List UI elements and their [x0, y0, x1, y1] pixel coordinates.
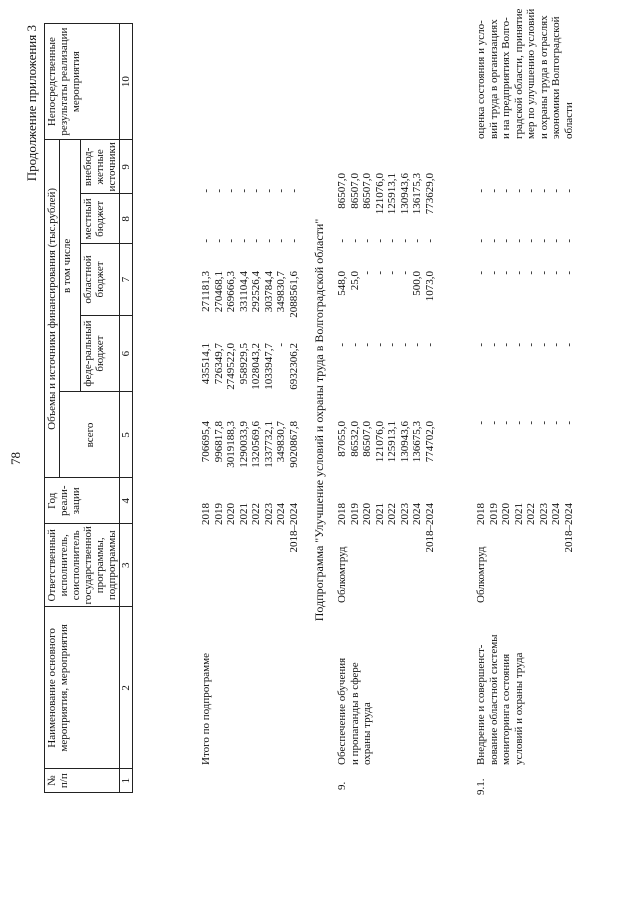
total-cell: 86507,0 — [361, 421, 373, 457]
total-cell: - — [537, 421, 550, 425]
regional-cell: 548,0 — [336, 271, 348, 296]
total-cell: 121076,0 — [373, 421, 386, 463]
hdr-local: местный бюджет — [81, 194, 120, 244]
hdr-regional: областной бюджет — [81, 244, 120, 315]
regional-cell: 292526,4 — [250, 271, 262, 313]
federal-cell: - — [373, 343, 386, 347]
local-cell: - — [550, 239, 562, 243]
result-line: области — [562, 102, 575, 139]
year-cell: 2024 — [411, 503, 423, 525]
page-number: 78 — [8, 452, 23, 465]
federal-cell: - — [423, 343, 436, 347]
total-cell: 87055,0 — [336, 421, 348, 457]
colnum-4: 4 — [120, 478, 133, 524]
colnum-1: 1 — [120, 769, 133, 793]
year-cell: 2018–2024 — [562, 503, 575, 553]
row91-result — [475, 8, 575, 139]
row9-years-col — [336, 503, 436, 561]
regional-cell: - — [398, 271, 411, 275]
local-cell: - — [411, 239, 423, 243]
federal-cell: - — [537, 343, 550, 347]
local-cell: - — [287, 239, 300, 243]
total-cell: 774702,0 — [423, 421, 436, 463]
row9-extra-col — [336, 173, 436, 235]
local-cell: - — [200, 239, 212, 243]
result-line: и охраны труда в отраслях — [537, 15, 550, 139]
year-cell: 2019 — [212, 503, 225, 525]
local-cell: - — [525, 239, 537, 243]
hdr-executor: Ответственный исполнитель, соисполнитель государственной программы, подпрограммы — [45, 524, 120, 607]
total-cell: - — [562, 421, 575, 425]
extra-cell: 136175,3 — [411, 173, 423, 215]
federal-cell: 1028043,2 — [250, 343, 262, 390]
hdr-financing: Объемы и источники финансирования (тыс.рублей) — [45, 140, 60, 478]
continuation-note: Продолжение приложения 3 — [24, 25, 39, 182]
regional-cell: 271181,3 — [200, 271, 212, 312]
federal-cell: - — [475, 343, 487, 347]
extra-cell: 773629,0 — [423, 173, 436, 215]
row91-federal-col — [475, 343, 575, 419]
extra-cell: - — [525, 189, 537, 193]
row91-num: 9.1. — [475, 778, 487, 795]
year-cell: 2023 — [537, 503, 550, 525]
year-cell: 2020 — [361, 503, 373, 525]
colnum-5: 5 — [120, 392, 133, 478]
total-cell: 130943,6 — [398, 421, 411, 463]
federal-cell: - — [386, 343, 398, 347]
extra-cell: - — [250, 189, 262, 193]
federal-cell: - — [487, 343, 500, 347]
row91-executor: Облкомтруд — [475, 546, 487, 603]
regional-cell: - — [550, 271, 562, 275]
total-local-col — [200, 239, 300, 269]
year-cell: 2018–2024 — [287, 503, 300, 553]
total-cell: 349830,7 — [275, 421, 287, 463]
federal-cell: - — [398, 343, 411, 347]
regional-cell: 2088561,6 — [287, 271, 300, 318]
total-regional-col — [200, 271, 300, 341]
subprogram-title: Подпрограмма "Улучшение условий и охраны труда в Волгоградской области" — [312, 218, 326, 622]
federal-cell: - — [275, 343, 287, 347]
year-cell: 2024 — [550, 503, 562, 525]
local-cell: - — [398, 239, 411, 243]
total-cell: 86532,0 — [348, 421, 361, 457]
result-line: оценка состояния и усло- — [475, 20, 487, 139]
total-cell: - — [500, 421, 512, 425]
name-line: и пропаганды в сфере — [348, 662, 361, 765]
total-cell: 1320569,6 — [250, 421, 262, 468]
regional-cell: - — [525, 271, 537, 275]
year-cell: 2023 — [262, 503, 275, 525]
colnum-7: 7 — [120, 244, 133, 315]
name-line: мониторинга состояния — [500, 653, 512, 765]
hdr-federal: феде-ральный бюджет — [81, 315, 120, 392]
year-cell: 2021 — [237, 503, 250, 525]
name-line: условий и охраны труда — [512, 652, 525, 765]
colnum-10: 10 — [120, 24, 133, 140]
regional-cell: 270468,1 — [212, 271, 225, 313]
regional-cell: 500,0 — [411, 271, 423, 296]
year-cell: 2018–2024 — [423, 503, 436, 553]
row91-name — [475, 605, 525, 765]
extra-cell: - — [262, 189, 275, 193]
total-federal-col — [200, 343, 300, 419]
local-cell: - — [225, 239, 237, 243]
regional-cell: - — [487, 271, 500, 275]
year-cell: 2023 — [398, 503, 411, 525]
year-cell: 2022 — [386, 503, 398, 525]
local-cell: - — [237, 239, 250, 243]
extra-cell: - — [500, 189, 512, 193]
year-cell: 2018 — [475, 503, 487, 525]
extra-cell: 130943,6 — [398, 173, 411, 215]
hdr-extra: внебюд-жетные источники — [81, 140, 120, 194]
local-cell: - — [537, 239, 550, 243]
local-cell: - — [500, 239, 512, 243]
total-years-col — [200, 503, 300, 561]
local-cell: - — [475, 239, 487, 243]
name-line: Внедрение и совершенст- — [475, 644, 487, 765]
row91-local-col — [475, 239, 575, 269]
total-cell: 3019188,3 — [225, 421, 237, 468]
total-cell: - — [475, 421, 487, 425]
regional-cell: - — [373, 271, 386, 275]
name-line: Обеспечение обучения — [336, 657, 348, 765]
extra-cell: - — [537, 189, 550, 193]
total-cell: 9020867,8 — [287, 421, 300, 468]
regional-cell: 331104,4 — [237, 271, 250, 312]
federal-cell: - — [500, 343, 512, 347]
local-cell: - — [423, 239, 436, 243]
regional-cell: - — [537, 271, 550, 275]
hdr-num: № п/п — [45, 769, 120, 793]
colnum-8: 8 — [120, 194, 133, 244]
federal-cell: 726349,7 — [212, 343, 225, 385]
local-cell: - — [336, 239, 348, 243]
local-cell: - — [373, 239, 386, 243]
total-cell: 136675,3 — [411, 421, 423, 463]
extra-cell: - — [237, 189, 250, 193]
year-cell: 2020 — [225, 503, 237, 525]
total-cell: - — [550, 421, 562, 425]
row9-num: 9. — [336, 781, 348, 790]
row91-regional-col — [475, 271, 575, 341]
regional-cell: 25,0 — [348, 271, 361, 291]
total-cell: 706695,4 — [200, 421, 212, 463]
federal-cell: - — [562, 343, 575, 347]
year-cell: 2022 — [525, 503, 537, 525]
row91-total-col — [475, 421, 575, 501]
row9-federal-col — [336, 343, 436, 419]
regional-cell: - — [386, 271, 398, 275]
federal-cell: - — [512, 343, 525, 347]
local-cell: - — [212, 239, 225, 243]
local-cell: - — [348, 239, 361, 243]
row9-local-col — [336, 239, 436, 269]
hdr-name: Наименование основного мероприятия, мероприятия — [45, 607, 120, 769]
year-cell: 2018 — [336, 503, 348, 525]
result-line: мер по улучшению условий — [525, 8, 537, 139]
total-cell: - — [487, 421, 500, 425]
regional-cell: - — [512, 271, 525, 275]
row9-executor: Облкомтруд — [336, 546, 348, 603]
result-line: экономики Волгоградской — [550, 16, 562, 139]
total-cell: 125913,1 — [386, 421, 398, 463]
regional-cell: - — [475, 271, 487, 275]
extra-cell: 121076,0 — [373, 173, 386, 215]
federal-cell: 2749522,0 — [225, 343, 237, 390]
hdr-total: всего — [60, 392, 120, 478]
regional-cell: 303784,4 — [262, 271, 275, 313]
hdr-year: Год реали-зации — [45, 478, 120, 524]
regional-cell: - — [562, 271, 575, 275]
row91-extra-col — [475, 189, 575, 219]
local-cell: - — [386, 239, 398, 243]
total-total-col — [200, 421, 300, 501]
federal-cell: - — [550, 343, 562, 347]
total-cell: - — [525, 421, 537, 425]
extra-cell: - — [475, 189, 487, 193]
total-cell: - — [512, 421, 525, 425]
federal-cell: - — [336, 343, 348, 347]
extra-cell: - — [200, 189, 212, 193]
regional-cell: 1073,0 — [423, 271, 436, 302]
name-line: охраны труда — [361, 702, 373, 765]
result-line: и на предприятиях Волго- — [500, 17, 512, 139]
extra-cell: 86507,0 — [336, 173, 348, 209]
federal-cell: 958929,5 — [237, 343, 250, 385]
year-cell: 2021 — [512, 503, 525, 525]
local-cell: - — [361, 239, 373, 243]
federal-cell: - — [348, 343, 361, 347]
year-cell: 2019 — [487, 503, 500, 525]
federal-cell: - — [411, 343, 423, 347]
total-extra-col — [200, 189, 300, 219]
extra-cell: 125913,1 — [386, 173, 398, 215]
regional-cell: 269666,3 — [225, 271, 237, 313]
colnum-2: 2 — [120, 607, 133, 769]
year-cell: 2021 — [373, 503, 386, 525]
extra-cell: - — [562, 189, 575, 193]
table-header — [44, 23, 133, 793]
total-cell: 1337732,1 — [262, 421, 275, 468]
local-cell: - — [487, 239, 500, 243]
extra-cell: 86507,0 — [348, 173, 361, 209]
total-cell: 1290033,9 — [237, 421, 250, 468]
regional-cell: - — [361, 271, 373, 275]
hdr-results: Непосредственные результаты реализации мероприятия — [45, 24, 120, 140]
year-cell: 2018 — [200, 503, 212, 525]
name-line: вование областной системы — [487, 634, 500, 765]
extra-cell: - — [512, 189, 525, 193]
federal-cell: 435514,1 — [200, 343, 212, 385]
federal-cell: 1033947,7 — [262, 343, 275, 390]
year-cell: 2019 — [348, 503, 361, 525]
federal-cell: 6932306,2 — [287, 343, 300, 390]
result-line: вий труда в организациях — [487, 19, 500, 139]
local-cell: - — [250, 239, 262, 243]
extra-cell: 86507,0 — [361, 173, 373, 209]
year-cell: 2020 — [500, 503, 512, 525]
year-cell: 2024 — [275, 503, 287, 525]
row9-regional-col — [336, 271, 436, 341]
local-cell: - — [562, 239, 575, 243]
federal-cell: - — [525, 343, 537, 347]
colnum-9: 9 — [120, 140, 133, 194]
extra-cell: - — [287, 189, 300, 193]
row91-years-col — [475, 503, 575, 561]
colnum-3: 3 — [120, 524, 133, 607]
colnum-6: 6 — [120, 315, 133, 392]
extra-cell: - — [275, 189, 287, 193]
local-cell: - — [275, 239, 287, 243]
federal-cell: - — [361, 343, 373, 347]
extra-cell: - — [212, 189, 225, 193]
extra-cell: - — [550, 189, 562, 193]
row9-total-col — [336, 421, 436, 501]
regional-cell: 349830,7 — [275, 271, 287, 313]
hdr-in-number: в том числе — [60, 140, 81, 392]
local-cell: - — [262, 239, 275, 243]
year-cell: 2022 — [250, 503, 262, 525]
total-cell: 996817,8 — [212, 421, 225, 463]
extra-cell: - — [225, 189, 237, 193]
regional-cell: - — [500, 271, 512, 275]
local-cell: - — [512, 239, 525, 243]
total-row-label: Итого по подпрограмме — [200, 653, 212, 765]
result-line: градской области, принятие — [512, 8, 525, 139]
row9-name — [336, 605, 374, 765]
extra-cell: - — [487, 189, 500, 193]
